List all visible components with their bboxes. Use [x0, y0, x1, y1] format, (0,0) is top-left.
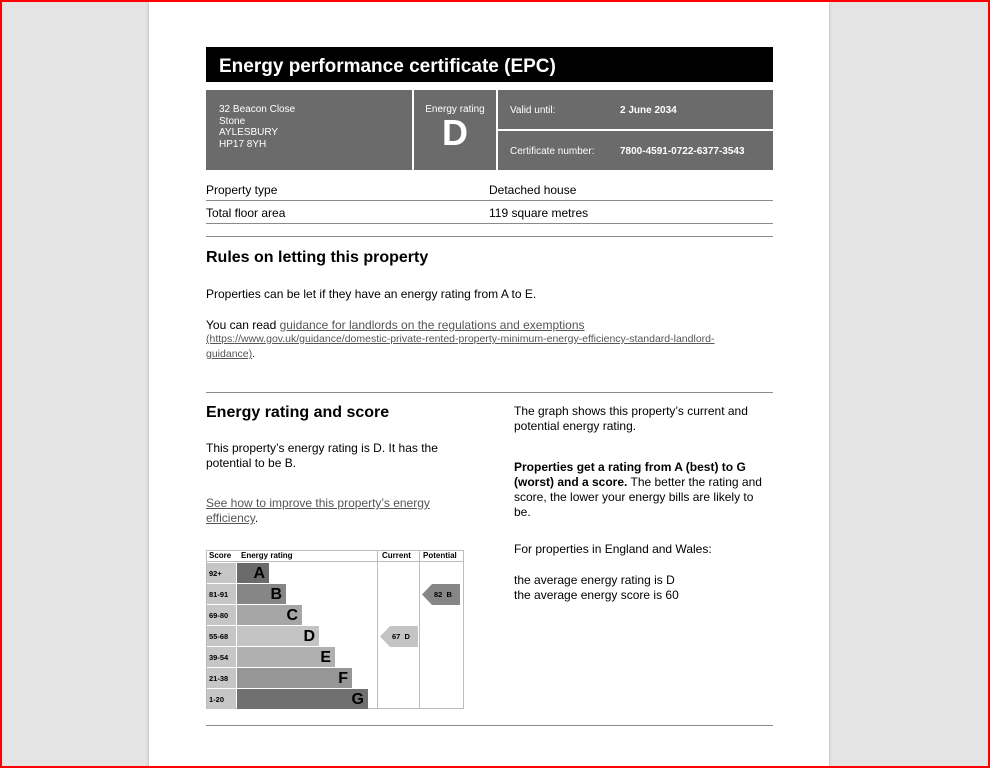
band-score-range: 55-68: [207, 626, 236, 646]
current-rating-pointer-label: 67 D: [392, 632, 410, 641]
guidance-prefix: You can read: [206, 318, 280, 332]
valid-until-box: [498, 90, 773, 129]
energy-rating-label: Energy rating: [425, 104, 485, 115]
address-line: AYLESBURY: [219, 127, 279, 138]
improve-suffix: .: [254, 511, 259, 525]
potential-rating-pointer-label: 82 B: [434, 590, 452, 599]
floor-area-label: Total floor area: [206, 206, 286, 220]
guidance-suffix: .: [252, 348, 256, 360]
band-score-range: 21-38: [207, 668, 236, 688]
floor-area-value: 119 square metres: [489, 206, 589, 220]
address-line: HP17 8YH: [219, 138, 267, 150]
energy-rating-chart: [206, 550, 464, 710]
certificate-number-box: [498, 131, 773, 170]
improve-efficiency: [206, 496, 466, 526]
chart-column-divider: [377, 550, 378, 709]
rating-band-c: C: [237, 605, 302, 625]
rating-explanation-bold: Properties get a rating from A (best) to G (worst) and a score.: [514, 460, 746, 489]
graph-explanation: The graph shows this property’s current and potential energy rating.: [514, 404, 748, 433]
rating-explanation: [514, 460, 773, 520]
property-type-row: [206, 178, 773, 201]
rating-band-f: F: [237, 668, 352, 688]
average-rating: the average energy rating is D: [514, 573, 675, 587]
rating-band-e: E: [237, 647, 335, 667]
rating-band-d: D: [237, 626, 319, 646]
rating-explanation-rest: The better the rating and score, the lower your energy bills are likely to be.: [514, 475, 762, 519]
rating-band-b: B: [237, 584, 286, 604]
guidance-url-end[interactable]: guidance): [206, 348, 253, 360]
valid-until-label: Valid until:: [510, 105, 556, 116]
chart-header-divider: [206, 561, 464, 562]
letting-heading: Rules on letting this property: [206, 249, 429, 266]
energy-rating-letter: D: [442, 112, 468, 153]
letting-paragraph: Properties can be let if they have an energy rating from A to E.: [206, 287, 537, 301]
chart-header-potential: Potential: [423, 551, 457, 560]
rating-band-a: A: [237, 563, 269, 583]
band-score-range: 39-54: [207, 647, 236, 667]
address-line: 32 Beacon Close: [219, 104, 296, 115]
current-rating-pointer: [380, 626, 418, 647]
chart-header-rating: Energy rating: [241, 551, 293, 560]
address-line: Stone: [219, 115, 246, 127]
chart-header-score: Score: [209, 551, 232, 560]
average-score: the average energy score is 60: [514, 588, 679, 602]
energy-heading: Energy rating and score: [206, 404, 390, 421]
energy-paragraph: This property’s energy rating is D. It has the potential to be B.: [206, 441, 438, 470]
landlord-guidance-link[interactable]: guidance for landlords on the regulations and exemptions: [279, 318, 585, 332]
section-divider: [206, 392, 773, 393]
floor-area-row: [206, 201, 773, 224]
section-divider: [206, 236, 773, 237]
property-type-label: Property type: [206, 183, 278, 197]
property-type-value: Detached house: [489, 183, 577, 197]
certificate-page: [149, 2, 829, 768]
chart-column-divider: [419, 550, 420, 709]
rating-band-g: G: [237, 689, 368, 709]
chart-header-current: Current: [382, 551, 411, 560]
energy-rating-box: [414, 90, 496, 170]
band-score-range: 1-20: [207, 689, 236, 709]
band-score-range: 92+: [207, 563, 236, 583]
band-score-range: 69-80: [207, 605, 236, 625]
guidance-url[interactable]: (https://www.gov.uk/guidance/domestic-private-rented-property-minimum-energy-efficiency-standard-landlord-: [206, 333, 715, 345]
section-divider: [206, 725, 773, 726]
letting-guidance: [206, 318, 773, 362]
page-title: Energy performance certificate (EPC): [206, 47, 773, 82]
england-wales-label: For properties in England and Wales:: [514, 542, 712, 556]
certificate-number-value: 7800-4591-0722-6377-3543: [620, 146, 745, 157]
potential-rating-pointer: [422, 584, 460, 605]
band-score-range: 81-91: [207, 584, 236, 604]
certificate-number-label: Certificate number:: [510, 146, 595, 157]
property-address: [206, 90, 412, 170]
valid-until-value: 2 June 2034: [620, 105, 677, 116]
improve-efficiency-link[interactable]: See how to improve this property’s energy efficiency: [206, 496, 430, 525]
